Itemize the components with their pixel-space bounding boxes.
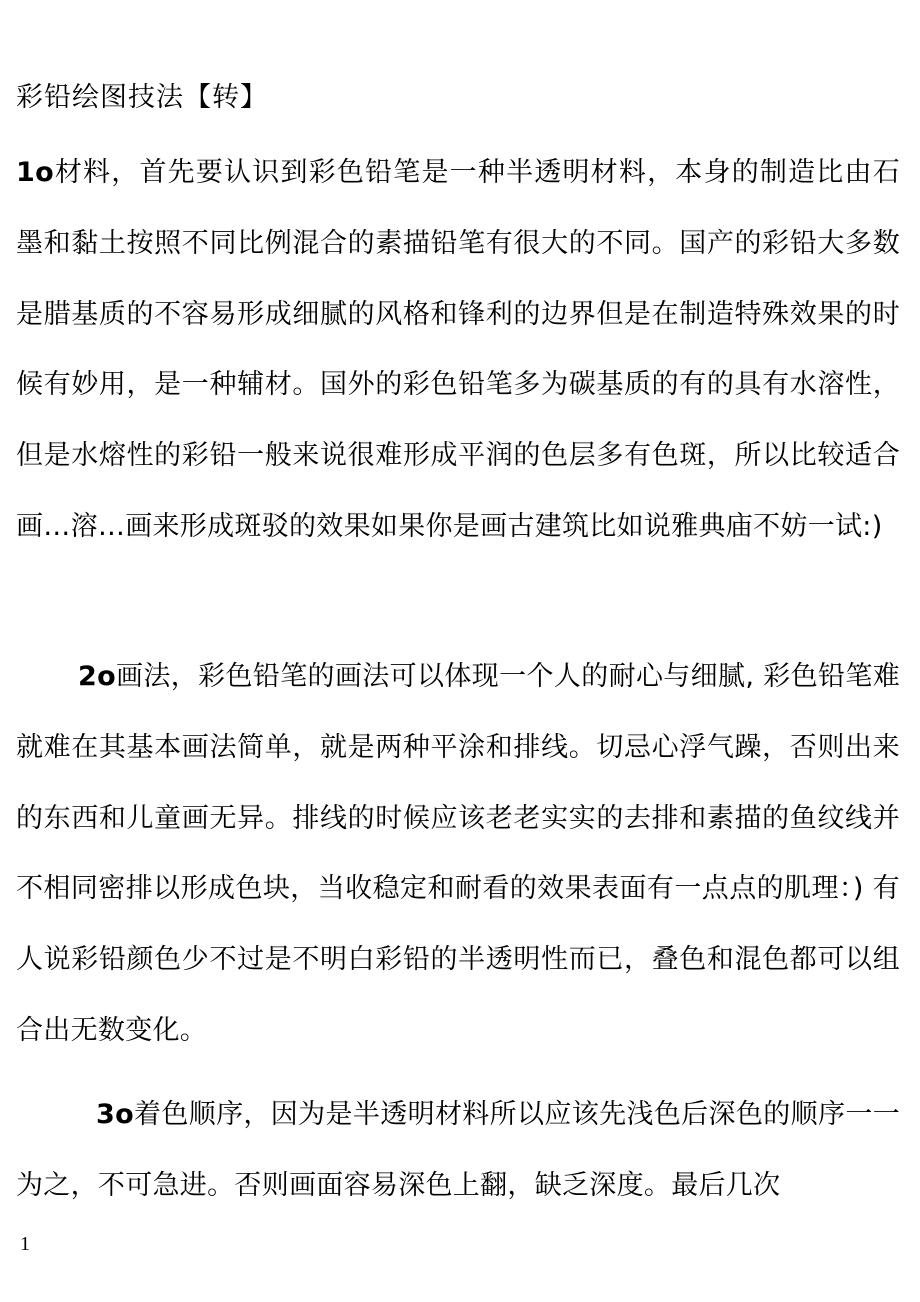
paragraph-number: 3o — [96, 1099, 134, 1130]
document-title: 彩铅绘图技法【转】 — [16, 82, 268, 113]
page-number: 1 — [20, 1233, 30, 1255]
paragraph-number: 2o — [78, 661, 116, 692]
paragraph-text: 画法，彩色铅笔的画法可以体现一个人的耐心与细腻, 彩色铅笔难就难在其基本画法简单，就是两种平涂和排线。切忌心浮气躁，否则出来的东西和儿童画无异。排线的时候应该老老实实的去排和素描的鱼纹线并不相同密排以形成色块，当收稳定和耐看的效果表面有一点点的肌理：) 有人说彩铅颜色少不过是不明白彩铅的半透明性而已，叠色和混色都可以组合出无数变化。 — [16, 661, 900, 1046]
paragraph-coloring-order — [16, 1080, 900, 1222]
paragraph-materials — [16, 138, 900, 563]
paragraph-number: 1o — [16, 157, 54, 188]
paragraph-text: 着色顺序，因为是半透明材料所以应该先浅色后深色的顺序一一为之，不可急进。否则画面容易深色上翻，缺乏深度。最后几次 — [16, 1099, 900, 1201]
paragraph-technique — [16, 642, 900, 1067]
paragraph-text: 材料，首先要认识到彩色铅笔是一种半透明材料，本身的制造比由石墨和黏土按照不同比例混合的素描铅笔有很大的不同。国产的彩铅大多数是腊基质的不容易形成细腻的风格和锋利的边界但是在制造特殊效果的时候有妙用，是一种辅材。国外的彩色铅笔多为碳基质的有的具有水溶性，但是水熔性的彩铅一般来说很难形成平润的色层多有色斑，所以比较适合画…溶…画来形成斑驳的效果如果你是画古建筑比如说雅典庙不妨一试:) — [16, 157, 900, 542]
